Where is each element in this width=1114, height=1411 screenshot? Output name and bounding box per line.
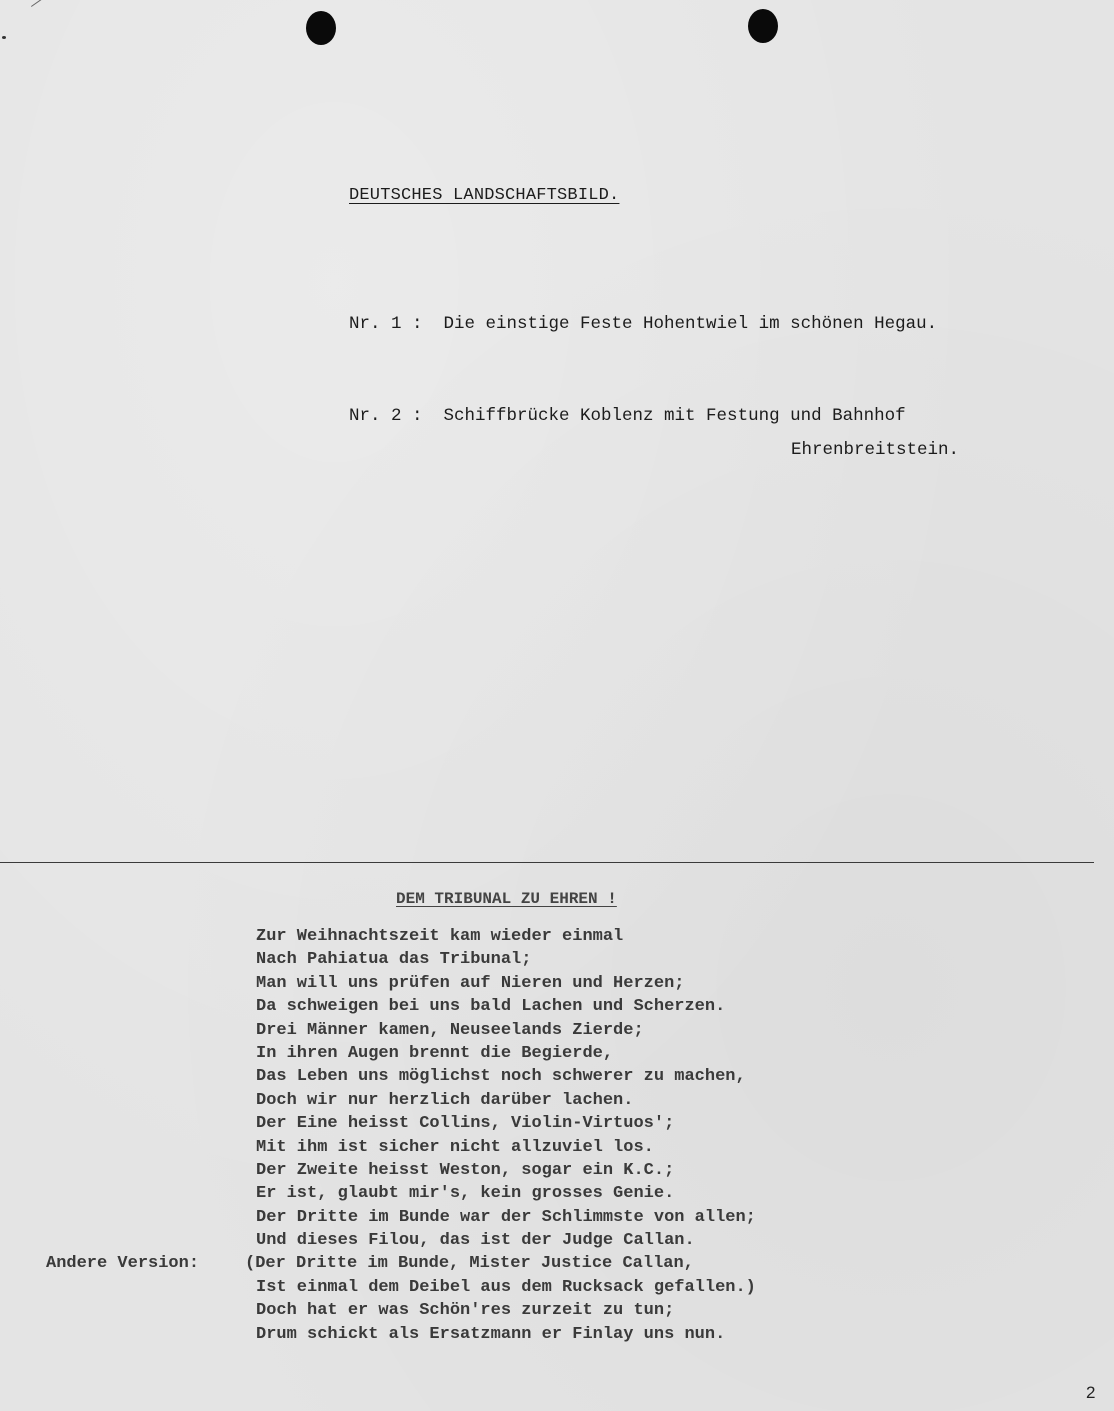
poem-line: Der Zweite heisst Weston, sogar ein K.C.; — [256, 1160, 675, 1180]
page-number: 2 — [1086, 1383, 1096, 1402]
poem-line: Das Leben uns möglichst noch schwerer zu machen, — [256, 1067, 746, 1087]
list-item: Nr. 2 : Schiffbrücke Koblenz mit Festung und Bahnhof — [349, 406, 906, 426]
poem-line: Drei Männer kamen, Neuseelands Zierde; — [256, 1020, 644, 1040]
poem-line: Doch hat er was Schön'res zurzeit zu tun; — [256, 1301, 675, 1321]
poem-line: Und dieses Filou, das ist der Judge Callan. — [256, 1231, 695, 1251]
poem-line: Ist einmal dem Deibel aus dem Rucksack gefallen.) — [256, 1277, 756, 1297]
poem-line: Man will uns prüfen auf Nieren und Herzen; — [256, 973, 685, 993]
poem-line: Der Eine heisst Collins, Violin-Virtuos'; — [256, 1114, 675, 1134]
poem-line: Da schweigen bei uns bald Lachen und Scherzen. — [256, 997, 726, 1017]
ink-speck — [31, 0, 43, 7]
poem-title: DEM TRIBUNAL ZU EHREN ! — [396, 890, 617, 908]
punch-hole — [306, 11, 336, 45]
poem-line: Nach Pahiatua das Tribunal; — [256, 950, 532, 970]
poem-line: Drum schickt als Ersatzmann er Finlay uns nun. — [256, 1324, 726, 1344]
poem-line: (Der Dritte im Bunde, Mister Justice Callan, — [245, 1254, 694, 1274]
list-item: Nr. 1 : Die einstige Feste Hohentwiel im schönen Hegau. — [349, 314, 938, 334]
punch-hole — [748, 9, 778, 43]
horizontal-divider — [0, 862, 1094, 863]
alternate-version-label: Andere Version: — [46, 1254, 200, 1273]
poem-line: Mit ihm ist sicher nicht allzuviel los. — [256, 1137, 654, 1157]
poem-line: Er ist, glaubt mir's, kein grosses Genie. — [256, 1184, 675, 1204]
poem-line: In ihren Augen brennt die Begierde, — [256, 1043, 614, 1063]
poem-line: Der Dritte im Bunde war der Schlimmste von allen; — [256, 1207, 756, 1227]
poem-line: Doch wir nur herzlich darüber lachen. — [256, 1090, 634, 1110]
section-title: DEUTSCHES LANDSCHAFTSBILD. — [349, 186, 620, 205]
ink-speck — [2, 36, 6, 39]
poem-line: Zur Weihnachtszeit kam wieder einmal — [256, 927, 624, 946]
list-item-continuation: Ehrenbreitstein. — [791, 440, 960, 460]
poem — [245, 925, 756, 1346]
